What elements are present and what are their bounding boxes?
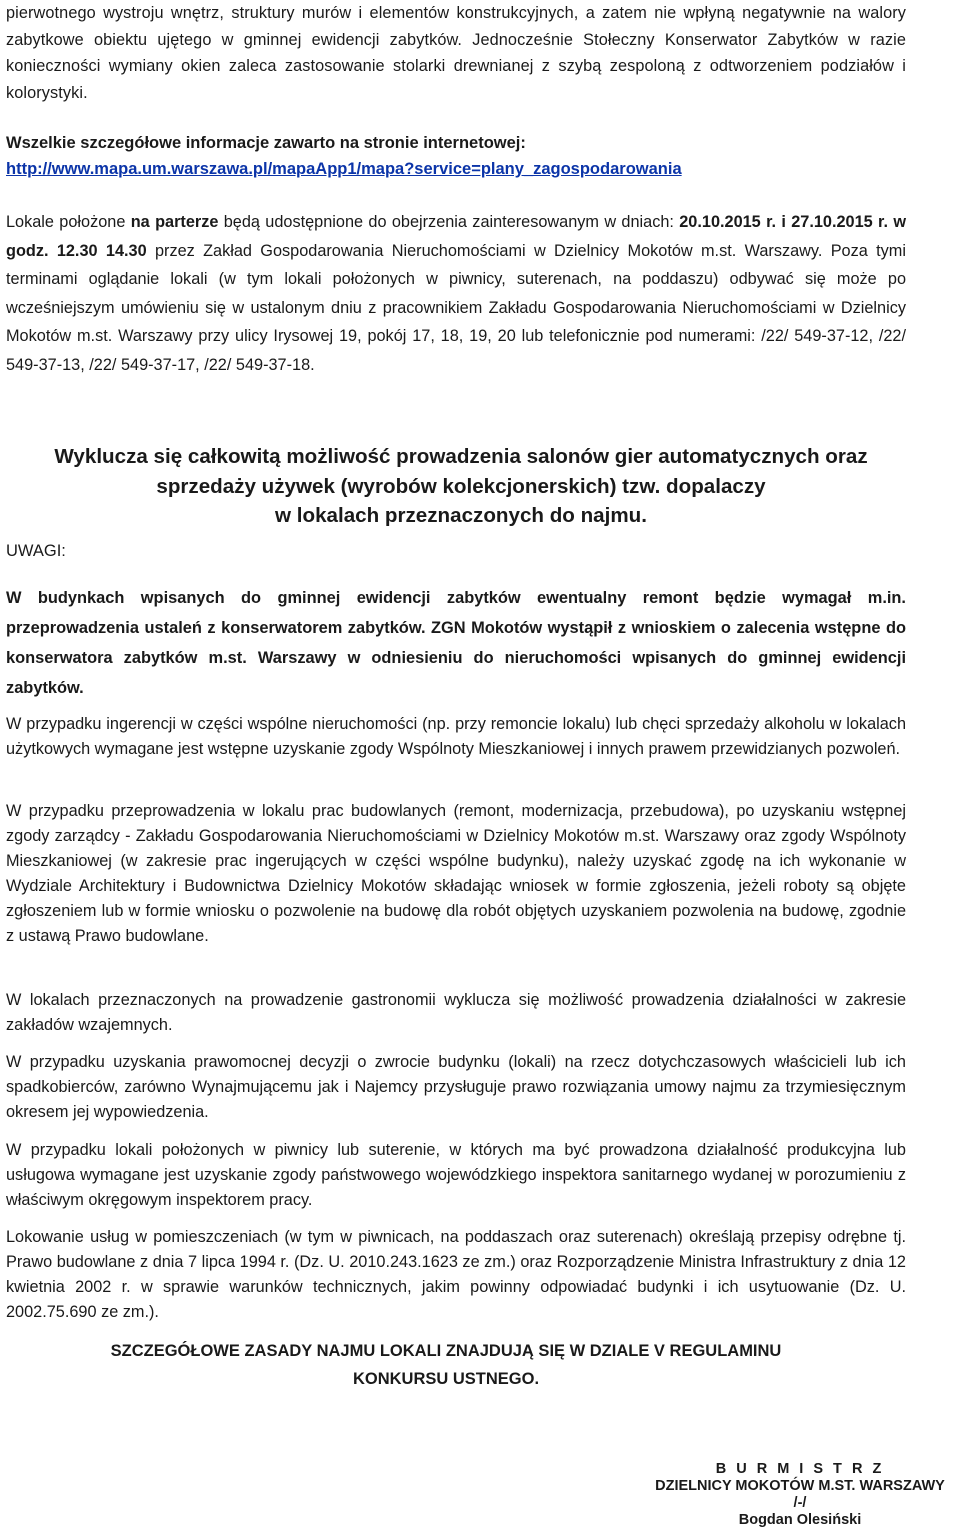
info-label: Wszelkie szczegółowe informacje zawarto na stronie internetowej:: [6, 134, 526, 152]
visit-lead: Lokale położone: [6, 213, 131, 231]
closing-notice: [46, 1337, 846, 1393]
warning-heading: [26, 442, 896, 531]
warning-line-3: w lokalach przeznaczonych do najmu.: [275, 504, 647, 527]
heritage-note: W budynkach wpisanych do gminnej ewidencji zabytków ewentualny remont będzie wymagał m.in. przeprowadzenia ustaleń z konserwatorem zabytków. ZGN Mokotów wystąpił z wnioskiem o zalecenia wstępne do konserwatora zabytków m.st. Warszawy w odniesieniu do nieruchomości wpisanych do gminnej ewidencji zabytków.: [6, 589, 906, 697]
paragraph-construction-works: W przypadku przeprowadzenia w lokalu prac budowlanych (remont, modernizacja, przebudowa), po uzyskaniu wstępnej zgody zarządcy - Zakładu Gospodarowania Nieruchomościami w Dzielnicy Mokotów m.st. Warszawy oraz zgody Wspólnoty Mieszkaniowej (w zakresie prac ingerujących w części wspólne budynku), należy uzyskać zgodę na ich wykonanie w Wydziale Architektury i Budownictwa Dzielnicy Mokotów składając wniosek w formie zgłoszenia, jeżeli roboty są objęte zgłoszeniem lub w formie wniosku o pozwolenie na budowę dla robót objętych uzyskaniem pozwolenia na budowę, zgodnie z ustawą Prawo budowlane.: [6, 802, 906, 945]
signature-name: Bogdan Olesiński: [738, 1512, 862, 1528]
info-block: [6, 130, 906, 182]
paragraph-common-parts: W przypadku ingerencji w części wspólne nieruchomości (np. przy remoncie lokalu) lub chęci sprzedaży alkoholu w lokalach użytkowych wymagane jest wstępne uzyskanie zgody Wspólnoty Mieszkaniowej i innych prawem przewidzianych pozwoleń.: [6, 715, 906, 758]
signature-title: B U R M I S T R Z: [715, 1461, 885, 1477]
warning-line-2: sprzedaży używek (wyrobów kolekcjonerskich) tzw. dopalaczy: [156, 474, 766, 498]
visit-rest: przez Zakład Gospodarowania Nieruchomościami w Dzielnicy Mokotów m.st. Warszawy. Poza tymi terminami oglądanie lokali (w tym lokali położonych w piwnicy, suterenach, na poddaszu) odbywać się może po wcześniejszym umówieniu się w ustalonym dniu z pracownikiem Zakładu Gospodarowania Nieruchomościami w Dzielnicy Mokotów m.st. Warszawy przy ulicy Irysowej 19, pokój 17, 18, 19, 20 lub telefonicznie pod numerami: /22/ 549-37-12, /22/ 549-37-13, /22/ 549-37-17, /22/ 549-37-18.: [6, 241, 906, 374]
warning-line-1: Wyklucza się całkowitą możliwość prowadzenia salonów gier automatycznych oraz: [54, 445, 868, 468]
visit-dates: 20.10.2015 r. i 27.10.2015 r. w godz. 12.30 14.30: [6, 213, 906, 260]
visit-floor: na parterze: [130, 213, 219, 231]
intro-paragraph: pierwotnego wystroju wnętrz, struktury murów i elementów konstrukcyjnych, a zatem nie wpłyną negatywnie na walory zabytkowe obiektu ujętego w gminnej ewidencji zabytków. Jednocześnie Stołeczny Konserwator Zabytków w razie konieczności wymiany okien zaleca zastosowanie stolarki drewnianej z szybą zespoloną z odtworzeniem podziałów i kolorystyki.: [6, 4, 906, 102]
visit-mid: będą udostępnione do obejrzenia zainteresowanym w dniach:: [218, 213, 680, 231]
closing-line-1: SZCZEGÓŁOWE ZASADY NAJMU LOKALI ZNAJDUJĄ SIĘ W DZIALE V REGULAMINU: [110, 1342, 782, 1360]
paragraph-basement: W przypadku lokali położonych w piwnicy lub suterenie, w których ma być prowadzona działalność produkcyjna lub usługowa wymagane jest uzyskanie zgody państwowego wojewódzkiego inspektora sanitarnego wydanej w porozumieniu z właściwym okręgowym inspektorem pracy.: [6, 1141, 906, 1209]
paragraph-restitution: W przypadku uzyskania prawomocnej decyzji o zwrocie budynku (lokali) na rzecz dotychczasowych właścicieli lub ich spadkobierców, zarówno Wynajmującemu jak i Najemcy przysługuje prawo rozwiązania umowy najmu za trzymiesięcznym okresem jej wypowiedzenia.: [6, 1053, 906, 1121]
visit-paragraph: [6, 208, 906, 379]
info-link[interactable]: http://www.mapa.um.warszawa.pl/mapaApp1/mapa?service=plany_zagospodarowania: [6, 160, 682, 178]
uwagi-label: UWAGI:: [6, 542, 66, 560]
paragraph-gastronomy: W lokalach przeznaczonych na prowadzenie gastronomii wyklucza się możliwość prowadzenia działalności w zakresie zakładów wzajemnych.: [6, 991, 906, 1034]
signature-mark: /-/: [793, 1495, 807, 1511]
signature-office: DZIELNICY MOKOTÓW M.ST. WARSZAWY: [655, 1478, 945, 1494]
signature-block: [640, 1461, 960, 1529]
closing-line-2: KONKURSU USTNEGO.: [352, 1370, 540, 1388]
paragraph-regulations: Lokowanie usług w pomieszczeniach (w tym w piwnicach, na poddaszach oraz suterenach) określają przepisy odrębne tj. Prawo budowlane z dnia 7 lipca 1994 r. (Dz. U. 2010.243.1623 ze zm.) oraz Rozporządzenie Ministra Infrastruktury z dnia 12 kwietnia 2002 r. w sprawie warunków technicznych, jakim powinny odpowiadać budynki i ich usytuowanie (Dz. U. 2002.75.690 ze zm.).: [6, 1228, 906, 1321]
